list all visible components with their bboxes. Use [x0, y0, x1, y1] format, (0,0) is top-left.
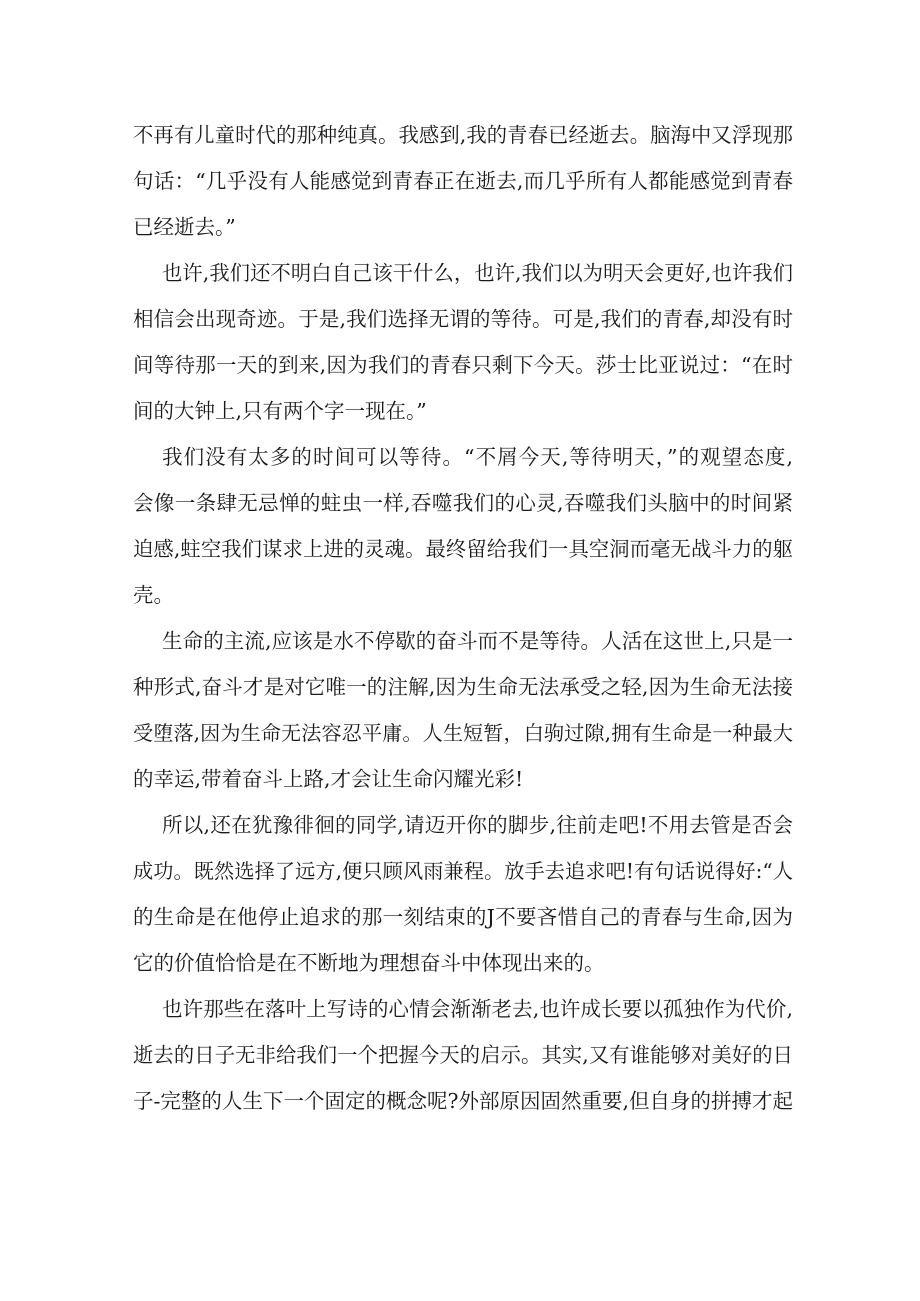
text-line: 句话：“几乎没有人能感觉到青春正在逝去,而几乎所有人都能感觉到青春	[133, 169, 793, 193]
text-line: 它的价值恰恰是在不断地为理想奋斗中体现出来的。	[133, 951, 605, 975]
text-line: 会像一条肆无忌惮的蛀虫一样,吞噬我们的心灵,吞噬我们头脑中的时间紧	[133, 491, 793, 515]
text-line: 生命的主流,应该是水不停歇的奋斗而不是等待。人活在这世上,只是一	[162, 629, 793, 653]
essay-text-block	[133, 112, 793, 1124]
text-line: 种形式,奋斗才是对它唯一的注解,因为生命无法承受之轻,因为生命无法接	[133, 675, 793, 699]
text-line: 成功。既然选择了远方,便只顾风雨兼程。放手去追求吧!有句话说得好:“人	[133, 859, 793, 883]
text-line: 受堕落,因为生命无法容忍平庸。人生短暂，白驹过隙,拥有生命是一种最大	[133, 721, 793, 745]
text-line: 也许,我们还不明白自己该干什么，也许,我们以为明天会更好,也许我们	[162, 261, 793, 285]
text-line: 壳。	[133, 583, 174, 607]
text-line: 子-完整的人生下一个固定的概念呢?外部原因固然重要,但自身的拼搏才起	[133, 1089, 793, 1113]
text-line: 迫感,蛀空我们谋求上进的灵魂。最终留给我们一具空洞而毫无战斗力的躯	[133, 537, 793, 561]
text-line: 已经逝去。”	[133, 215, 236, 239]
text-line: 不再有儿童时代的那种纯真。我感到,我的青春已经逝去。脑海中又浮现那	[133, 123, 793, 147]
text-line: 也许那些在落叶上写诗的心情会渐渐老去,也许成长要以孤独作为代价,	[162, 997, 793, 1021]
text-line: 所以,还在犹豫徘徊的同学,请迈开你的脚步,往前走吧!不用去管是否会	[162, 813, 793, 837]
text-line: 逝去的日子无非给我们一个把握今天的启示。其实,又有谁能够对美好的日	[133, 1043, 793, 1067]
text-line: 间的大钟上,只有两个字一现在。”	[133, 399, 427, 423]
text-line: 间等待那一天的到来,因为我们的青春只剩下今天。莎士比亚说过：“在时	[133, 353, 793, 377]
text-line: 的生命是在他停止追求的那一刻结束的J不要吝惜自己的青春与生命,因为	[133, 905, 793, 929]
text-line: 我们没有太多的时间可以等待。“不屑今天,等待明天，”的观望态度,	[162, 445, 793, 469]
text-line: 相信会出现奇迹。于是,我们选择无谓的等待。可是,我们的青春,却没有时	[133, 307, 793, 331]
text-line: 的幸运,带着奋斗上路,才会让生命闪耀光彩!	[133, 767, 524, 791]
